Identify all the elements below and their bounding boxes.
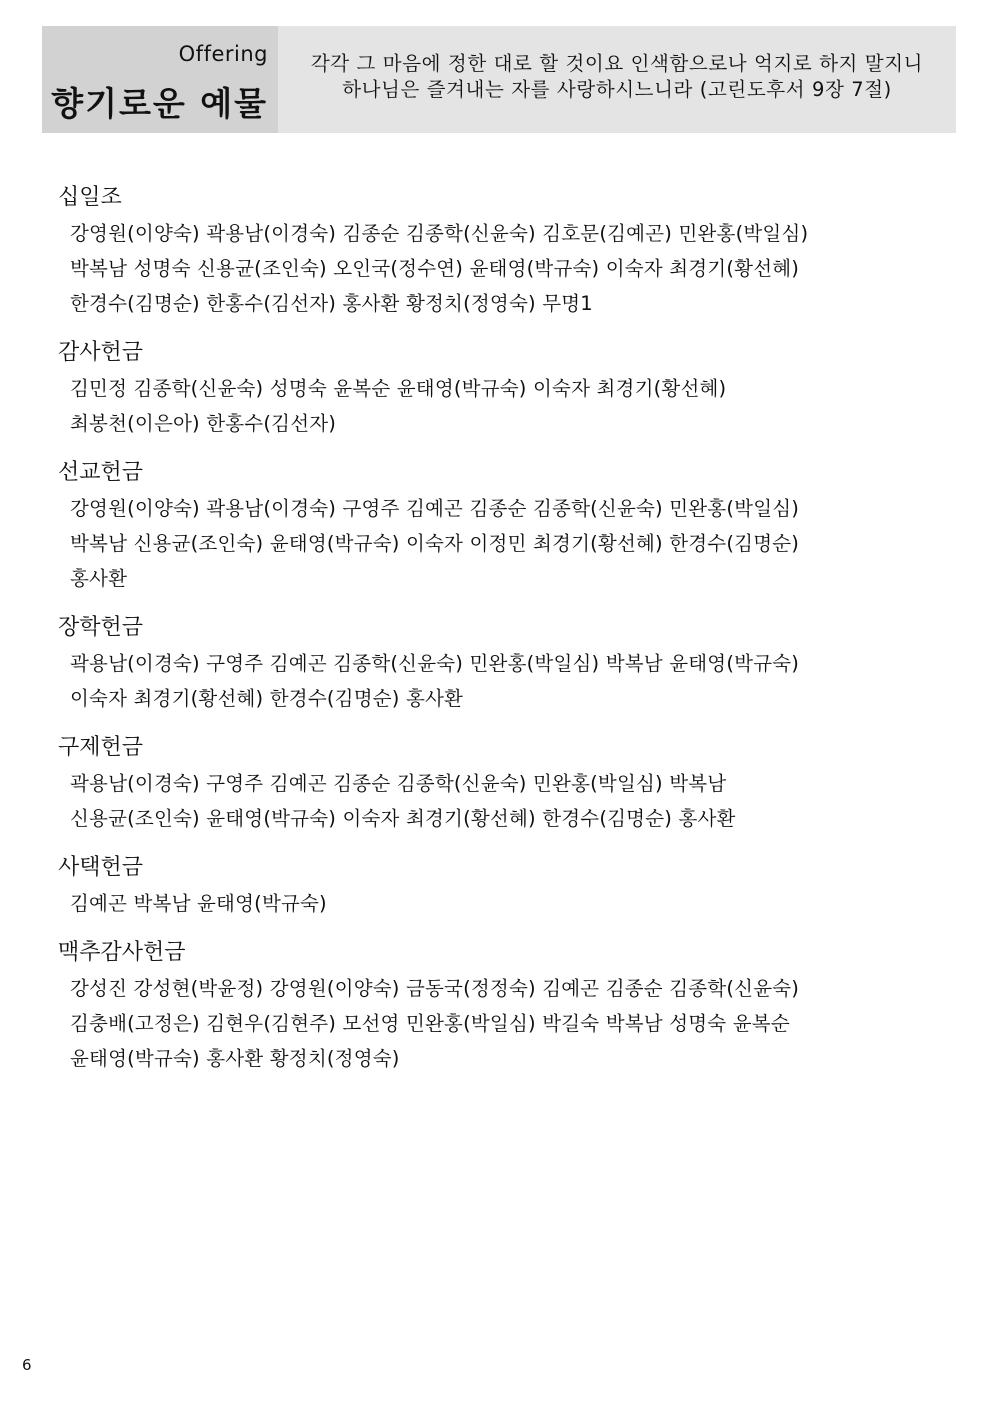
section-title: 장학헌금: [58, 615, 144, 640]
section-title: 맥추감사헌금: [58, 940, 186, 965]
offering-section: [58, 850, 938, 921]
donor-names-line: 강영원(이양숙) 곽용남(이경숙) 구영주 김예곤 김종순 김종학(신윤숙) 민완홍(박일심): [70, 497, 800, 520]
section-title: 십일조: [58, 185, 122, 210]
donor-names-line: 한경수(김명순) 한홍수(김선자) 홍사환 황정치(정영숙) 무명1: [70, 292, 593, 315]
donor-names-line: 김민정 김종학(신윤숙) 성명숙 윤복순 윤태영(박규숙) 이숙자 최경기(황선혜): [70, 377, 727, 400]
offering-section: [58, 610, 938, 716]
donor-names-line: 강영원(이양숙) 곽용남(이경숙) 김종순 김종학(신윤숙) 김호문(김예곤) 민완홍(박일심): [70, 222, 809, 245]
donor-names-line: 박복남 성명숙 신용균(조인숙) 오인국(정수연) 윤태영(박규숙) 이숙자 최경기(황선혜): [70, 257, 800, 280]
donor-names-line: 김예곤 박복남 윤태영(박규숙): [70, 892, 327, 915]
donor-names-line: 이숙자 최경기(황선혜) 한경수(김명순) 홍사환: [70, 687, 464, 710]
offering-list: [58, 180, 938, 1090]
offering-section: [58, 335, 938, 441]
donor-names-line: 김충배(고정은) 김현우(김현주) 모선영 민완홍(박일심) 박길숙 박복남 성명숙 윤복순: [70, 1012, 790, 1035]
donor-names-line: 신용균(조인숙) 윤태영(박규숙) 이숙자 최경기(황선혜) 한경수(김명순) 홍사환: [70, 807, 736, 830]
section-title: 감사헌금: [58, 340, 144, 365]
offering-section: [58, 455, 938, 596]
section-title: 사택헌금: [58, 855, 144, 880]
page-header: [42, 26, 956, 133]
donor-names-line: 박복남 신용균(조인숙) 윤태영(박규숙) 이숙자 이정민 최경기(황선혜) 한경수(김명순): [70, 532, 800, 555]
title-box: [42, 26, 278, 133]
page-number: 6: [22, 1356, 32, 1374]
verse-line-2: 하나님은 즐겨내는 자를 사랑하시느니라 (고린도후서 9장 7절): [342, 77, 892, 101]
verse-line-1: 각각 그 마음에 정한 대로 할 것이요 인색함으로나 억지로 하지 말지니: [310, 51, 924, 75]
section-title: 선교헌금: [58, 460, 144, 485]
donor-names-line: 윤태영(박규숙) 홍사환 황정치(정영숙): [70, 1047, 400, 1070]
donor-names-line: 홍사환: [70, 567, 128, 590]
offering-section: [58, 935, 938, 1076]
donor-names-line: 강성진 강성현(박윤정) 강영원(이양숙) 금동국(정정숙) 김예곤 김종순 김종학(신윤숙): [70, 977, 800, 1000]
title-english: Offering: [178, 42, 268, 66]
donor-names-line: 곽용남(이경숙) 구영주 김예곤 김종학(신윤숙) 민완홍(박일심) 박복남 윤태영(박규숙): [70, 652, 800, 675]
donor-names-line: 최봉천(이은아) 한홍수(김선자): [70, 412, 337, 435]
section-title: 구제헌금: [58, 735, 144, 760]
offering-section: [58, 180, 938, 321]
bible-verse: [278, 26, 956, 133]
title-korean: 향기로운 예물: [51, 84, 268, 123]
offering-section: [58, 730, 938, 836]
donor-names-line: 곽용남(이경숙) 구영주 김예곤 김종순 김종학(신윤숙) 민완홍(박일심) 박복남: [70, 772, 727, 795]
